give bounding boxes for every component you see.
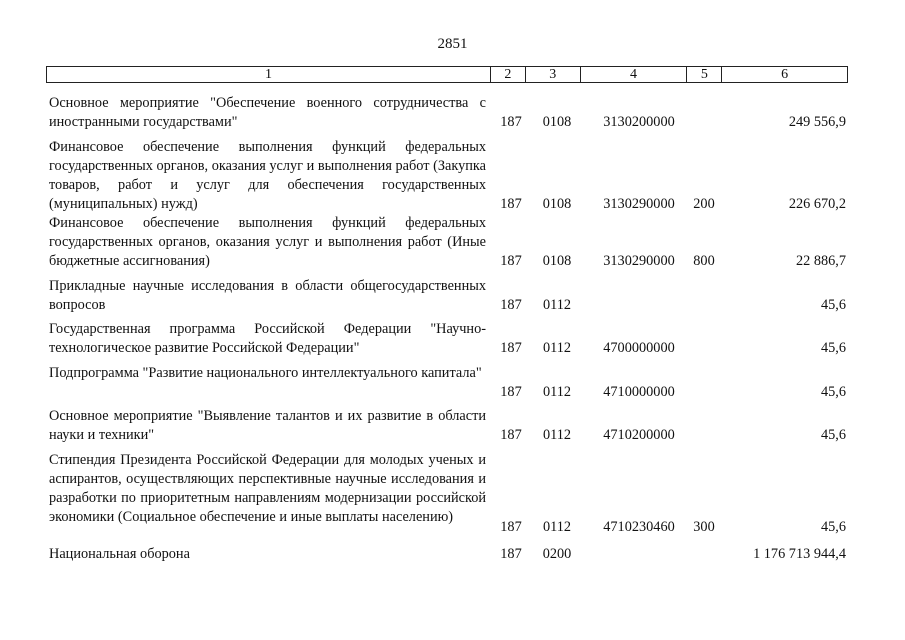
table-row — [49, 138, 849, 214]
table-row — [49, 320, 849, 358]
row-col-2: 187 — [500, 384, 522, 400]
row-col-4: 3130200000 — [603, 114, 675, 130]
row-col-6: 45,6 — [820, 427, 846, 443]
row-col-3: 0108 — [542, 196, 572, 212]
row-col-2: 187 — [500, 546, 522, 562]
row-description: Национальная оборона — [49, 546, 190, 562]
row-description: Финансовое обеспечение выполнения функций федеральных государственных органов, оказания услуг и выполнения работ (Закупка товаров, работ и услуг для обеспечения государственных (муниципальных) нужд) — [49, 139, 486, 212]
row-col-4: 3130290000 — [603, 253, 675, 269]
row-col-2: 187 — [500, 196, 522, 212]
row-col-2: 187 — [500, 114, 522, 130]
row-col-2: 187 — [500, 340, 522, 356]
row-col-4: 4710230460 — [603, 519, 675, 535]
row-col-3: 0112 — [542, 297, 572, 313]
table-row — [49, 451, 849, 537]
row-col-4: 4700000000 — [603, 340, 675, 356]
header-col-4: 4 — [581, 67, 688, 82]
row-col-4: 4710000000 — [603, 384, 675, 400]
header-col-6: 6 — [781, 67, 789, 82]
header-col-5: 5 — [687, 67, 722, 82]
table-row — [49, 94, 849, 132]
row-col-6: 1 176 713 944,4 — [753, 546, 846, 562]
header-col-2: 2 — [491, 67, 526, 82]
row-col-2: 187 — [500, 297, 522, 313]
row-description: Государственная программа Российской Федерации "Научно-технологическое развитие Российской Федерации" — [49, 321, 486, 356]
row-description: Прикладные научные исследования в области общегосударственных вопросов — [49, 278, 486, 313]
row-col-3: 0108 — [542, 253, 572, 269]
row-col-2: 187 — [500, 519, 522, 535]
row-col-4: 4710200000 — [603, 427, 675, 443]
table-row — [49, 407, 849, 445]
row-col-6: 45,6 — [820, 297, 846, 313]
row-col-5: 300 — [693, 519, 715, 535]
row-col-3: 0112 — [542, 519, 572, 535]
table-row — [49, 364, 849, 402]
row-description: Финансовое обеспечение выполнения функций федеральных государственных органов, оказания услуг и выполнения работ (Иные бюджетные ассигнования) — [49, 215, 486, 269]
row-col-6: 22 886,7 — [795, 253, 846, 269]
table-row — [49, 214, 849, 271]
row-description: Основное мероприятие "Обеспечение военного сотрудничества с иностранными государствами" — [49, 95, 486, 130]
table-header — [46, 66, 848, 83]
row-col-5: 800 — [693, 253, 715, 269]
table-row — [49, 277, 849, 315]
page-number: 2851 — [437, 36, 468, 52]
row-col-2: 187 — [500, 253, 522, 269]
row-col-3: 0200 — [542, 546, 572, 562]
row-col-6: 45,6 — [820, 384, 846, 400]
header-col-1: 1 — [47, 67, 491, 82]
row-description: Подпрограмма "Развитие национального интеллектуального капитала" — [49, 365, 482, 381]
row-col-3: 0112 — [542, 427, 572, 443]
row-description: Основное мероприятие "Выявление талантов и их развитие в области науки и техники" — [49, 408, 486, 443]
row-col-2: 187 — [500, 427, 522, 443]
row-col-4: 3130290000 — [603, 196, 675, 212]
row-col-6: 45,6 — [820, 519, 846, 535]
table-row — [49, 545, 849, 564]
row-description: Стипендия Президента Российской Федерации для молодых ученых и аспирантов, осуществляющих перспективные научные исследования и разработки по приоритетным направлениям модернизации российской экономики (Социальное обеспечение и иные выплаты населению) — [49, 452, 486, 525]
row-col-5: 200 — [693, 196, 715, 212]
header-col-3: 3 — [526, 67, 581, 82]
row-col-3: 0112 — [542, 340, 572, 356]
row-col-6: 249 556,9 — [788, 114, 846, 130]
row-col-6: 226 670,2 — [788, 196, 846, 212]
row-col-3: 0112 — [542, 384, 572, 400]
row-col-6: 45,6 — [820, 340, 846, 356]
row-col-3: 0108 — [542, 114, 572, 130]
